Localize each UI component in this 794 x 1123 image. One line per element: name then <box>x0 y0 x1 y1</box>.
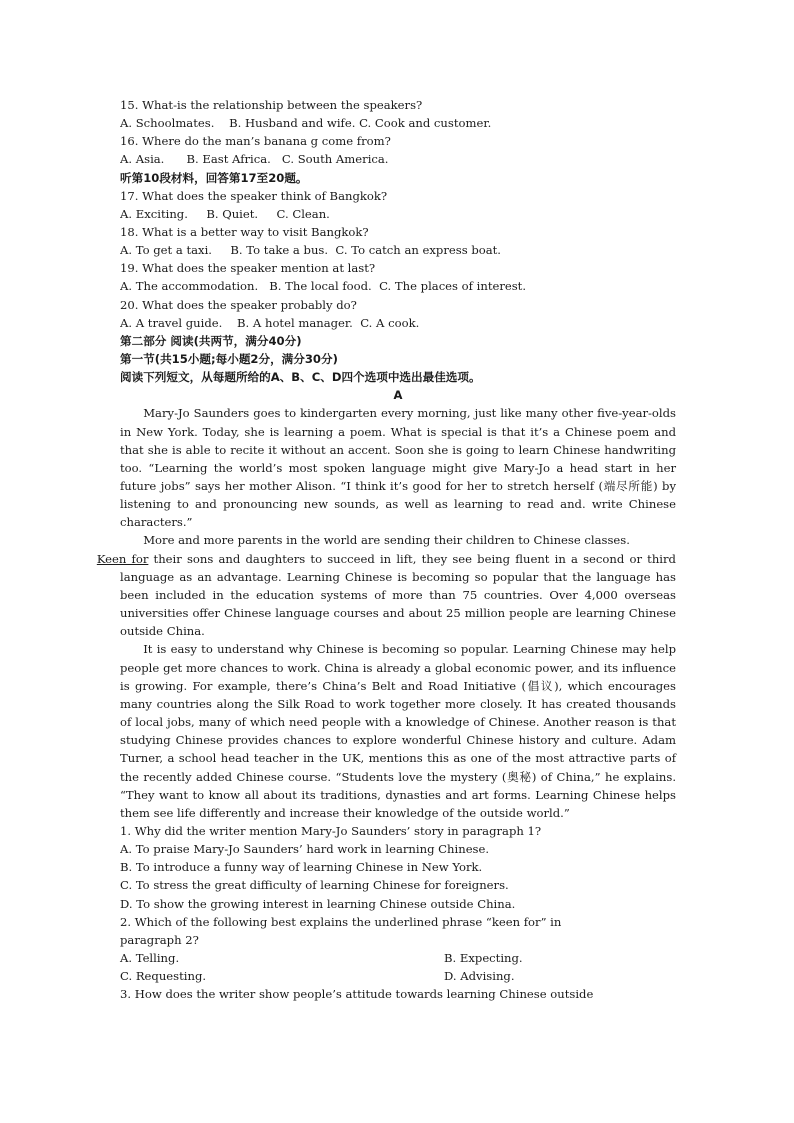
q19-stem: 19. What does the speaker mention at last? <box>120 261 376 276</box>
q2-option-b: B. Expecting. <box>444 950 523 965</box>
q2-option-c: C. Requesting. <box>120 969 207 984</box>
q1-option-c: C. To stress the great difficulty of learning Chinese for foreigners. <box>120 878 509 893</box>
q2-options-row-2 <box>120 967 676 985</box>
q17-options: A. Exciting. B. Quiet. C. Clean. <box>120 206 330 221</box>
q16-stem: 16. Where do the man’s banana g come from? <box>120 134 391 149</box>
q1-option-a: A. To praise Mary-Jo Saunders’ hard work in learning Chinese. <box>120 842 490 857</box>
q17-stem: 17. What does the speaker think of Bangkok? <box>120 188 388 203</box>
q18-options: A. To get a taxi. B. To take a bus. C. To catch an express boat. <box>120 243 501 258</box>
exam-page <box>96 96 676 1003</box>
passage-paragraph-1: Mary-Jo Saunders goes to kindergarten every morning, just like many other five-year-olds in New York. Today, she is learning a poem. What is special is that it’s a Chinese poem and that she is able to recite it without an accent. Soon she is going to learn Chinese handwriting too. “Learning the world’s most spoken language might give Mary-Jo a head start in her future jobs” says her mother Alison. “I think it’s good for her to stretch herself (端尽所能) by listening to and pronouncing new sounds, as well as learning to read and. write Chinese characters.” <box>120 406 676 530</box>
q1-option-b: B. To introduce a funny way of learning Chinese in New York. <box>120 860 483 875</box>
reading-instruction: 阅读下列短文，从每题所给的A、B、C、D四个选项中选出最佳选项。 <box>120 370 481 385</box>
q19-options: A. The accommodation. B. The local food. C. The places of interest. <box>120 279 527 294</box>
q18-stem: 18. What is a better way to visit Bangkok? <box>120 224 369 239</box>
q20-stem: 20. What does the speaker probably do? <box>120 297 357 312</box>
reading-section-title: 第一节(共15小题;每小题2分，满分30分) <box>120 351 338 366</box>
q2-stem-line-2: paragraph 2? <box>120 932 199 947</box>
q2-stem-line-1: 2. Which of the following best explains the underlined phrase “keen for” in <box>120 914 562 929</box>
passage-label: A <box>393 388 403 403</box>
q15-options: A. Schoolmates. B. Husband and wife. C. Cook and customer. <box>120 116 492 131</box>
q15-stem: 15. What-is the relationship between the speakers? <box>120 98 423 112</box>
underlined-keen-for: Keen for <box>96 551 149 566</box>
q2-option-a: A. Telling. <box>120 950 180 965</box>
passage-paragraph-2 <box>96 531 676 640</box>
section10-heading: 听第10段材料，回答第17至20题。 <box>120 170 308 185</box>
q1-stem: 1. Why did the writer mention Mary-Jo Saunders’ story in paragraph 1? <box>120 823 542 838</box>
reading-part-title: 第二部分 阅读(共两节，满分40分) <box>120 333 302 348</box>
q3-stem: 3. How does the writer show people’s attitude towards learning Chinese outside <box>120 987 594 1002</box>
q2-option-d: D. Advising. <box>444 969 515 984</box>
q20-options: A. A travel guide. B. A hotel manager. C. A cook. <box>120 315 420 330</box>
q16-options: A. Asia. B. East Africa. C. South America. <box>120 152 389 167</box>
paragraph-2-rest: their sons and daughters to succeed in lift, they see being fluent in a second or third language as an advantage. Learning Chinese is becoming so popular that the language has been included in the education systems of more than 75 countries. Over 4,000 overseas universities offer Chinese language courses and about 25 million people are learning Chinese outside China. <box>120 551 676 639</box>
paragraph-2-start: More and more parents in the world are sending their children to Chinese classes. <box>143 533 630 548</box>
passage-paragraph-3: It is easy to understand why Chinese is becoming so popular. Learning Chinese may help people get more chances to work. China is already a global economic power, and its influence is growing. For example, there’s China’s Belt and Road Initiative (倡议), which encourages many countries along the Silk Road to work together more closely. It has created thousands of local jobs, many of which need people with a knowledge of Chinese. Another reason is that studying Chinese provides chances to explore wonderful Chinese history and culture. Adam Turner, a school head teacher in the UK, mentions this as one of the most attractive parts of the recently added Chinese course. “Students love the mystery (奥秘) of China,” he explains. “They want to know all about its traditions, dynasties and art forms. Learning Chinese helps them see life differently and increase their knowledge of the outside world.” <box>120 642 676 820</box>
q1-option-d: D. To show the growing interest in learning Chinese outside China. <box>120 896 516 911</box>
q2-options-row-1 <box>120 949 676 967</box>
